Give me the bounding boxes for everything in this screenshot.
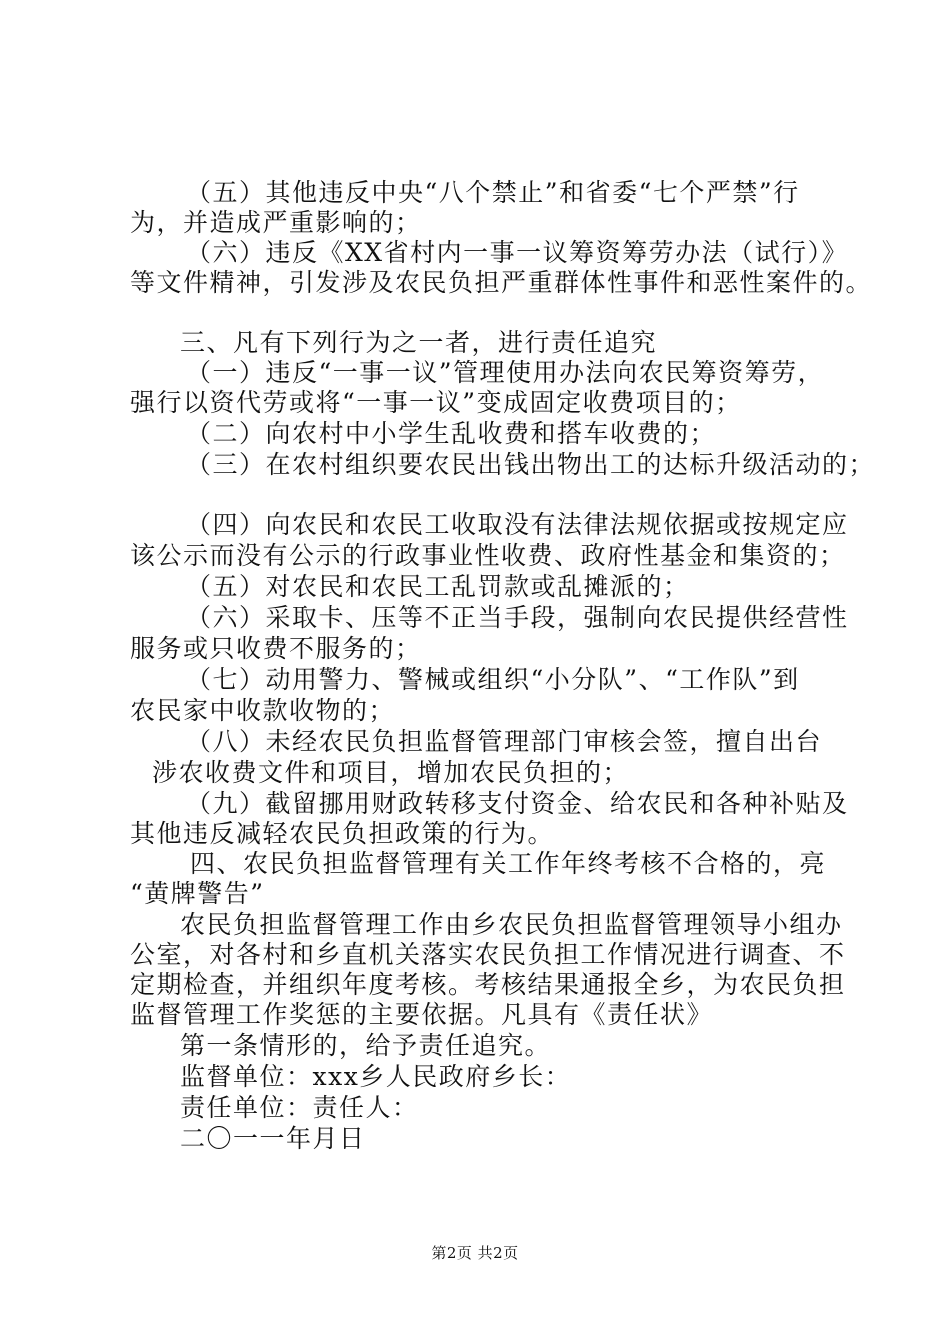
signature-line: 监督单位：xxx乡人民政府乡长： [180,1062,572,1091]
section-heading: 四、农民负担监督管理有关工作年终考核不合格的，亮 [190,849,827,878]
text-line: （八）未经农民负担监督管理部门审核会签，擅自出台 [186,727,823,756]
text-line: 其他违反减轻农民负担政策的行为。 [130,819,555,848]
section-heading: “黄牌警告” [130,879,265,908]
text-line: 农民负担监督管理工作由乡农民负担监督管理领导小组办 [180,910,843,939]
text-line: 公室，对各村和乡直机关落实农民负担工作情况进行调查、不 [130,940,846,969]
text-line: （七）动用警力、警械或组织“小分队”、“工作队”到 [186,665,800,694]
text-line: 强行以资代劳或将“一事一议”变成固定收费项目的； [130,388,742,417]
text-line: 农民家中收款收物的； [130,696,396,725]
text-line: （五）其他违反中央“八个禁止”和省委“七个严禁”行 [186,178,800,207]
text-line: 监督管理工作奖惩的主要依据。凡具有《责任状》 [130,1000,714,1029]
text-line: 该公示而没有公示的行政事业性收费、政府性基金和集资的； [130,541,846,570]
text-line: 为，并造成严重影响的； [130,208,422,237]
date-line: 二〇一一年月日 [180,1124,366,1153]
text-line: 第一条情形的，给予责任追究。 [180,1031,552,1060]
text-line: 等文件精神，引发涉及农民负担严重群体性事件和恶性案件的。 [130,268,873,297]
text-line: （四）向农民和农民工收取没有法律法规依据或按规定应 [186,510,849,539]
text-line: （六）违反《XX省村内一事一议筹资筹劳办法（试行）》 [186,238,849,267]
text-line: （三）在农村组织要农民出钱出物出工的达标升级活动的； [186,450,876,479]
text-line: 定期检查，并组织年度考核。考核结果通报全乡，为农民负担 [130,970,846,999]
text-line: 涉农收费文件和项目，增加农民负担的； [152,758,630,787]
text-line: （九）截留挪用财政转移支付资金、给农民和各种补贴及 [186,789,849,818]
signature-line: 责任单位：责任人： [180,1093,419,1122]
text-line: （一）违反“一事一议”管理使用办法向农民筹资筹劳， [186,358,825,387]
text-line: （六）采取卡、压等不正当手段，强制向农民提供经营性 [186,603,849,632]
text-line: （二）向农村中小学生乱收费和搭车收费的； [186,419,717,448]
section-heading: 三、凡有下列行为之一者，进行责任追究 [180,328,658,357]
text-line: 服务或只收费不服务的； [130,634,422,663]
text-line: （五）对农民和农民工乱罚款或乱摊派的； [186,572,690,601]
page-footer: 第2页 共2页 [431,1244,519,1262]
